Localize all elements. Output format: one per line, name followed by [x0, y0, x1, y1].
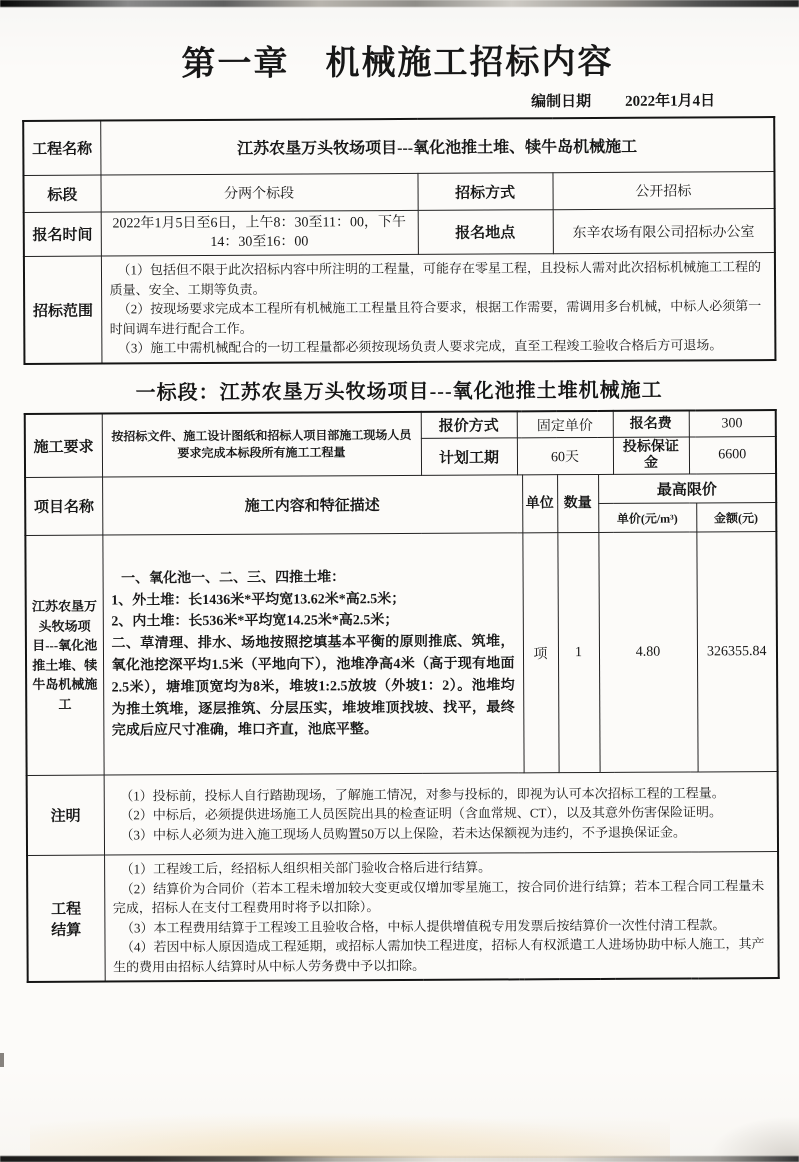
table-row — [24, 209, 775, 257]
bid-method-label: 招标方式 — [417, 173, 552, 211]
bid-method-value: 公开招标 — [552, 172, 774, 210]
compile-date-label: 编制日期 — [531, 93, 592, 111]
table-row — [25, 532, 777, 776]
desc-line: 2、内土堆：长536米*平均宽14.25米*高2.5米； — [111, 613, 399, 630]
settlement-item: （4）若因中标人原因造成工程延期，或招标人需加快工程进度，招标人有权派遣工人进场协助中标人施工，其产生的费用由招标人结算时从中标人劳务费中予以扣除。 — [113, 936, 765, 975]
bid-deposit-label: 投标保证金 — [613, 437, 689, 475]
header-item-name: 项目名称 — [25, 478, 102, 536]
signup-place-label: 报名地点 — [418, 210, 553, 255]
signup-place-value: 东辛农场有限公司招标办公室 — [553, 209, 775, 254]
note-item: （2）中标后，必须提供进场施工人员医院出具的检查证明（含血常规、CT），以及其意外伤害保险证明。 — [120, 804, 722, 823]
row-item-name: 江苏农垦万头牧场项目---氧化池推土堆、犊牛岛机械施工 — [25, 536, 103, 776]
scope-content — [101, 253, 776, 364]
signup-fee-label: 报名费 — [613, 410, 689, 437]
header-max-price: 最高限价 — [598, 474, 776, 504]
settlement-content — [104, 852, 779, 982]
header-amount: 金额(元) — [696, 503, 776, 532]
compile-date-line — [22, 89, 773, 114]
scan-edge-bottom — [0, 1156, 799, 1162]
price-method-value: 固定单价 — [517, 411, 613, 439]
note-item: （3）中标人必须为进入施工现场人员购置50万以上保险，若未达保额视为违约，不予退换保证金。 — [120, 824, 686, 843]
header-description: 施工内容和特征描述 — [102, 475, 522, 535]
desc-line: 一、氧化池一、二、三、四推土堆： — [121, 569, 346, 587]
header-unit-price: 单价(元/m³) — [598, 503, 696, 533]
section-title: 一标段：江苏农垦万头牧场项目---氧化池推土堆机械施工 — [135, 379, 663, 405]
row-description — [102, 533, 523, 775]
requirement-label: 施工要求 — [25, 413, 102, 478]
desc-paragraph: 二、草清理、排水、场地按照挖填基本平衡的原则推底、筑堆，氧化池挖深平均1.5米（平地向下），池堆净高4米（高于现有地面2.5米），塘堆顶宽均为8米，堆坡1:2.5放坡（外坡1：2）。池堆均为推土筑堆，逐层推筑、分层压实，堆坡堆顶找坡、找平，最终完成后应尺寸准确，堆口齐直，池底平整。 — [111, 634, 515, 739]
settlement-item: （2）结算价为合同价（若本工程未增加较大变更或仅增加零星施工，按合同价进行结算；若本工程合同工程量未完成，招标人在支付工程费用时将予以扣除）。 — [112, 878, 765, 916]
bid-deposit-value: 6600 — [689, 437, 776, 475]
table-row — [25, 410, 776, 441]
header-unit: 单位 — [522, 475, 557, 533]
price-method-label: 报价方式 — [421, 411, 517, 439]
settlement-label: 工程结算 — [27, 856, 105, 983]
page-title: 第一章 机械施工招标内容 — [181, 43, 614, 84]
row-unit-price: 4.80 — [598, 532, 697, 773]
section-value: 分两个标段 — [100, 174, 417, 213]
row-amount: 326355.84 — [696, 532, 777, 772]
section-label: 标段 — [23, 175, 100, 212]
table-row — [27, 772, 778, 856]
compile-date-value: 2022年1月4日 — [625, 93, 716, 110]
table-row — [24, 253, 776, 364]
requirement-value: 按招标文件、施工设计图纸和招标人项目部施工现场人员要求完成本标段所有施工工程量 — [102, 412, 421, 478]
table-row — [25, 474, 776, 507]
bid-details-table — [24, 409, 780, 984]
signup-time-value: 2022年1月5日至6日，上午8：30至11：00，下午14：30至16：00 — [101, 211, 418, 257]
scan-edge-mark — [0, 1053, 4, 1067]
header-quantity: 数量 — [557, 475, 598, 533]
settlement-item: （3）本工程费用结算于工程竣工且验收合格，中标人提供增值税专用发票后按结算价一次性付清工程款。 — [120, 917, 726, 936]
desc-line: 1、外土堆：长1436米*平均宽13.62米*高2.5米； — [111, 591, 406, 609]
plan-period-label: 计划工期 — [421, 438, 517, 476]
project-name-label: 工程名称 — [23, 120, 100, 175]
signup-time-label: 报名时间 — [24, 212, 101, 256]
scope-item: （1）包括但不限于此次招标内容中所注明的工程量，可能存在零星工程，且投标人需对此次招标机械施工工程的质量、安全、工期等负责。 — [109, 259, 762, 298]
scope-item: （3）施工中需机械配合的一切工程量都必须按现场负责人要求完成，直至工程竣工验收合格后方可退场。 — [117, 337, 723, 356]
table-row — [23, 117, 774, 176]
settlement-item: （1）工程竣工后，经招标人组织相关部门验收合格后进行结算。 — [120, 860, 492, 877]
note-item: （1）投标前，投标人自行踏勘现场，了解施工情况，对参与投标的，即视为认可本次招标工程的工程量。 — [120, 785, 725, 804]
table-row — [23, 172, 774, 213]
row-quantity: 1 — [557, 533, 599, 773]
table-row — [27, 852, 779, 982]
project-name-value: 江苏农垦万头牧场项目---氧化池推土堆、犊牛岛机械施工 — [100, 117, 774, 176]
note-label: 注明 — [27, 776, 104, 856]
note-content — [104, 772, 778, 856]
project-info-table — [22, 116, 776, 365]
scope-label: 招标范围 — [24, 256, 102, 363]
scope-item: （2）按现场要求完成本工程所有机械施工工程量且符合要求，根据工作需要，需调用多台机械，中标人必须第一时间调车进行配合工作。 — [109, 298, 762, 337]
signup-fee-value: 300 — [689, 410, 776, 437]
row-unit: 项 — [522, 533, 558, 773]
plan-period-value: 60天 — [517, 438, 613, 476]
